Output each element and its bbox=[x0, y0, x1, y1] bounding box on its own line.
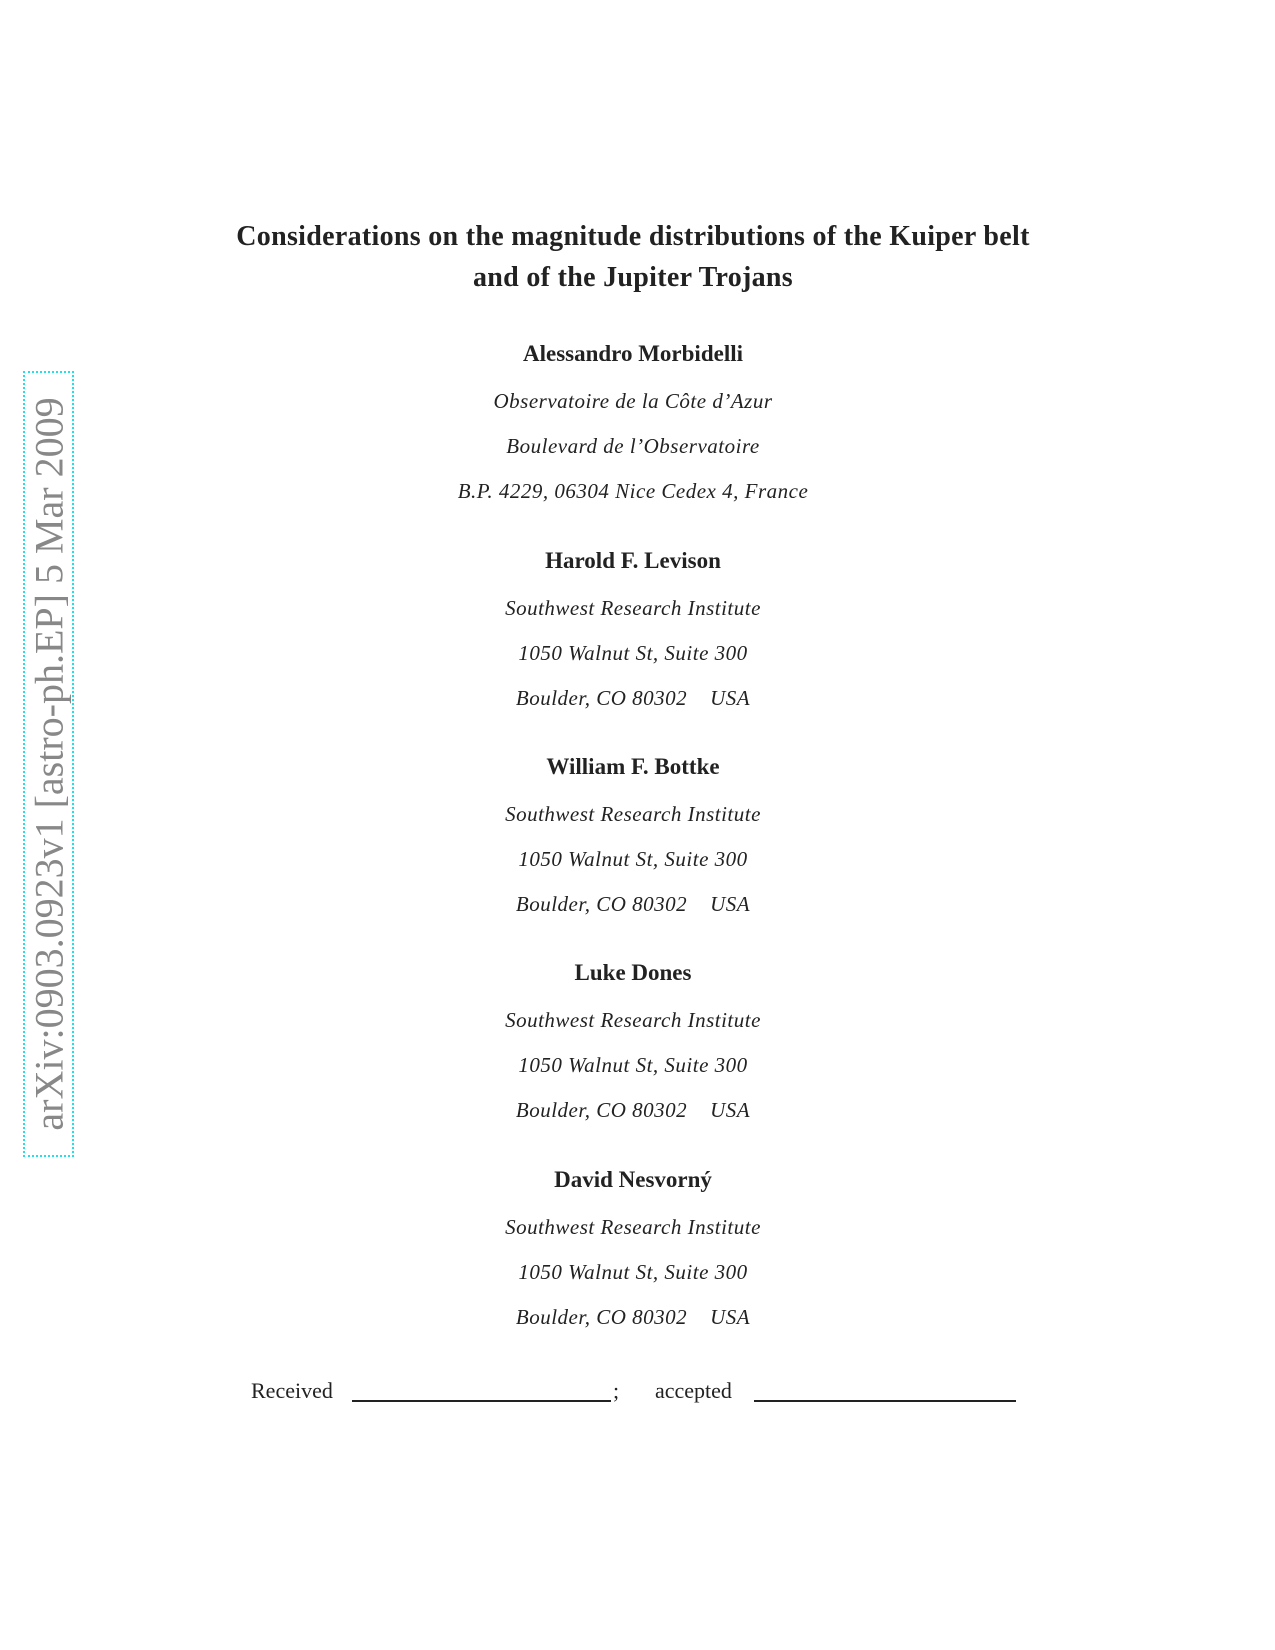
separator: ; bbox=[613, 1378, 620, 1403]
author-name: Harold F. Levison bbox=[545, 548, 721, 573]
author-name: William F. Bottke bbox=[546, 754, 720, 779]
author-affiliation-line: Boulevard de l’Observatoire bbox=[506, 434, 760, 458]
author-affiliation-line: B.P. 4229, 06304 Nice Cedex 4, France bbox=[457, 479, 809, 503]
author-name: David Nesvorný bbox=[554, 1167, 712, 1192]
author-name: Alessandro Morbidelli bbox=[522, 341, 743, 366]
arxiv-identifier: arXiv:0903.0923v1 [astro-ph.EP] 5 Mar 2009 bbox=[26, 397, 71, 1131]
author-affiliation-line: Observatoire de la Côte d’Azur bbox=[493, 389, 773, 413]
received-date-line bbox=[352, 1400, 611, 1402]
author-affiliation-line: Southwest Research Institute bbox=[505, 802, 761, 826]
paper-title-line-2: and of the Jupiter Trojans bbox=[473, 262, 793, 293]
author-affiliation-line: Southwest Research Institute bbox=[505, 596, 761, 620]
author-affiliation-line: Southwest Research Institute bbox=[505, 1008, 761, 1032]
paper-title-line-1: Considerations on the magnitude distributions of the Kuiper belt bbox=[236, 221, 1030, 252]
author-affiliation-line: 1050 Walnut St, Suite 300 bbox=[518, 1260, 748, 1284]
received-label: Received bbox=[251, 1378, 333, 1403]
author-affiliation-line: Southwest Research Institute bbox=[505, 1215, 761, 1239]
author-affiliation-line: Boulder, CO 80302 USA bbox=[515, 1305, 751, 1329]
author-affiliation-line: 1050 Walnut St, Suite 300 bbox=[518, 847, 748, 871]
author-affiliation-line: Boulder, CO 80302 USA bbox=[515, 892, 751, 916]
author-affiliation-line: Boulder, CO 80302 USA bbox=[515, 686, 751, 710]
accepted-date-line bbox=[754, 1400, 1016, 1402]
author-affiliation-line: Boulder, CO 80302 USA bbox=[515, 1098, 751, 1122]
author-name: Luke Dones bbox=[574, 960, 692, 985]
accepted-label: accepted bbox=[655, 1378, 732, 1403]
author-affiliation-line: 1050 Walnut St, Suite 300 bbox=[518, 1053, 748, 1077]
author-affiliation-line: 1050 Walnut St, Suite 300 bbox=[518, 641, 748, 665]
